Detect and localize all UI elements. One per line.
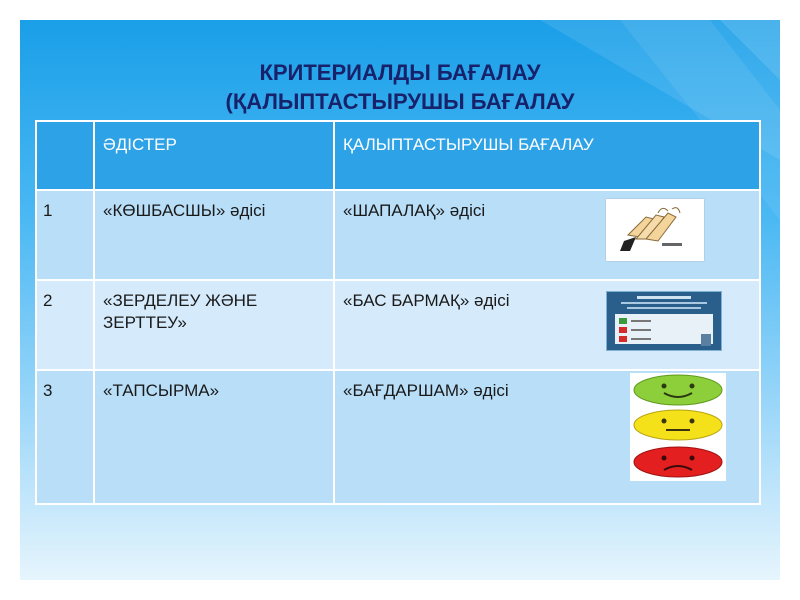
row-assessment: «БАС БАРМАҚ» әдісі <box>343 291 510 310</box>
table-row <box>36 190 760 280</box>
methods-table <box>35 120 761 505</box>
table-header-row <box>36 121 760 190</box>
title-line-1: КРИТЕРИАЛДЫ БАҒАЛАУ <box>259 60 541 85</box>
row-number: 2 <box>36 280 94 370</box>
row-assessment-cell <box>334 190 760 280</box>
yellow-neutral-icon <box>634 410 722 440</box>
header-assessment: ҚАЛЫПТАСТЫРУШЫ БАҒАЛАУ <box>334 121 760 190</box>
green-smiley-icon <box>634 375 722 405</box>
header-methods: ӘДІСТЕР <box>94 121 334 190</box>
red-sad-icon <box>634 447 722 477</box>
row-assessment-cell <box>334 280 760 370</box>
row-assessment-cell <box>334 370 760 504</box>
row-method: «ТАПСЫРМА» <box>94 370 334 504</box>
row-method: «КӨШБАСШЫ» әдісі <box>94 190 334 280</box>
row-number: 3 <box>36 370 94 504</box>
row-method: «ЗЕРДЕЛЕУ ЖӘНЕ ЗЕРТТЕУ» <box>94 280 334 370</box>
row-assessment: «ШАПАЛАҚ» әдісі <box>343 201 486 220</box>
table-row <box>36 370 760 504</box>
page-title <box>0 58 800 116</box>
row-assessment: «БАҒДАРШАМ» әдісі <box>343 381 509 400</box>
clapping-hands-icon <box>606 199 704 261</box>
title-line-2: (ҚАЛЫПТАСТЫРУШЫ БАҒАЛАУ <box>225 89 575 114</box>
row-number: 1 <box>36 190 94 280</box>
quiz-slide-thumbnail <box>606 291 722 351</box>
header-number <box>36 121 94 190</box>
table-row <box>36 280 760 370</box>
traffic-light-smileys <box>630 373 726 481</box>
